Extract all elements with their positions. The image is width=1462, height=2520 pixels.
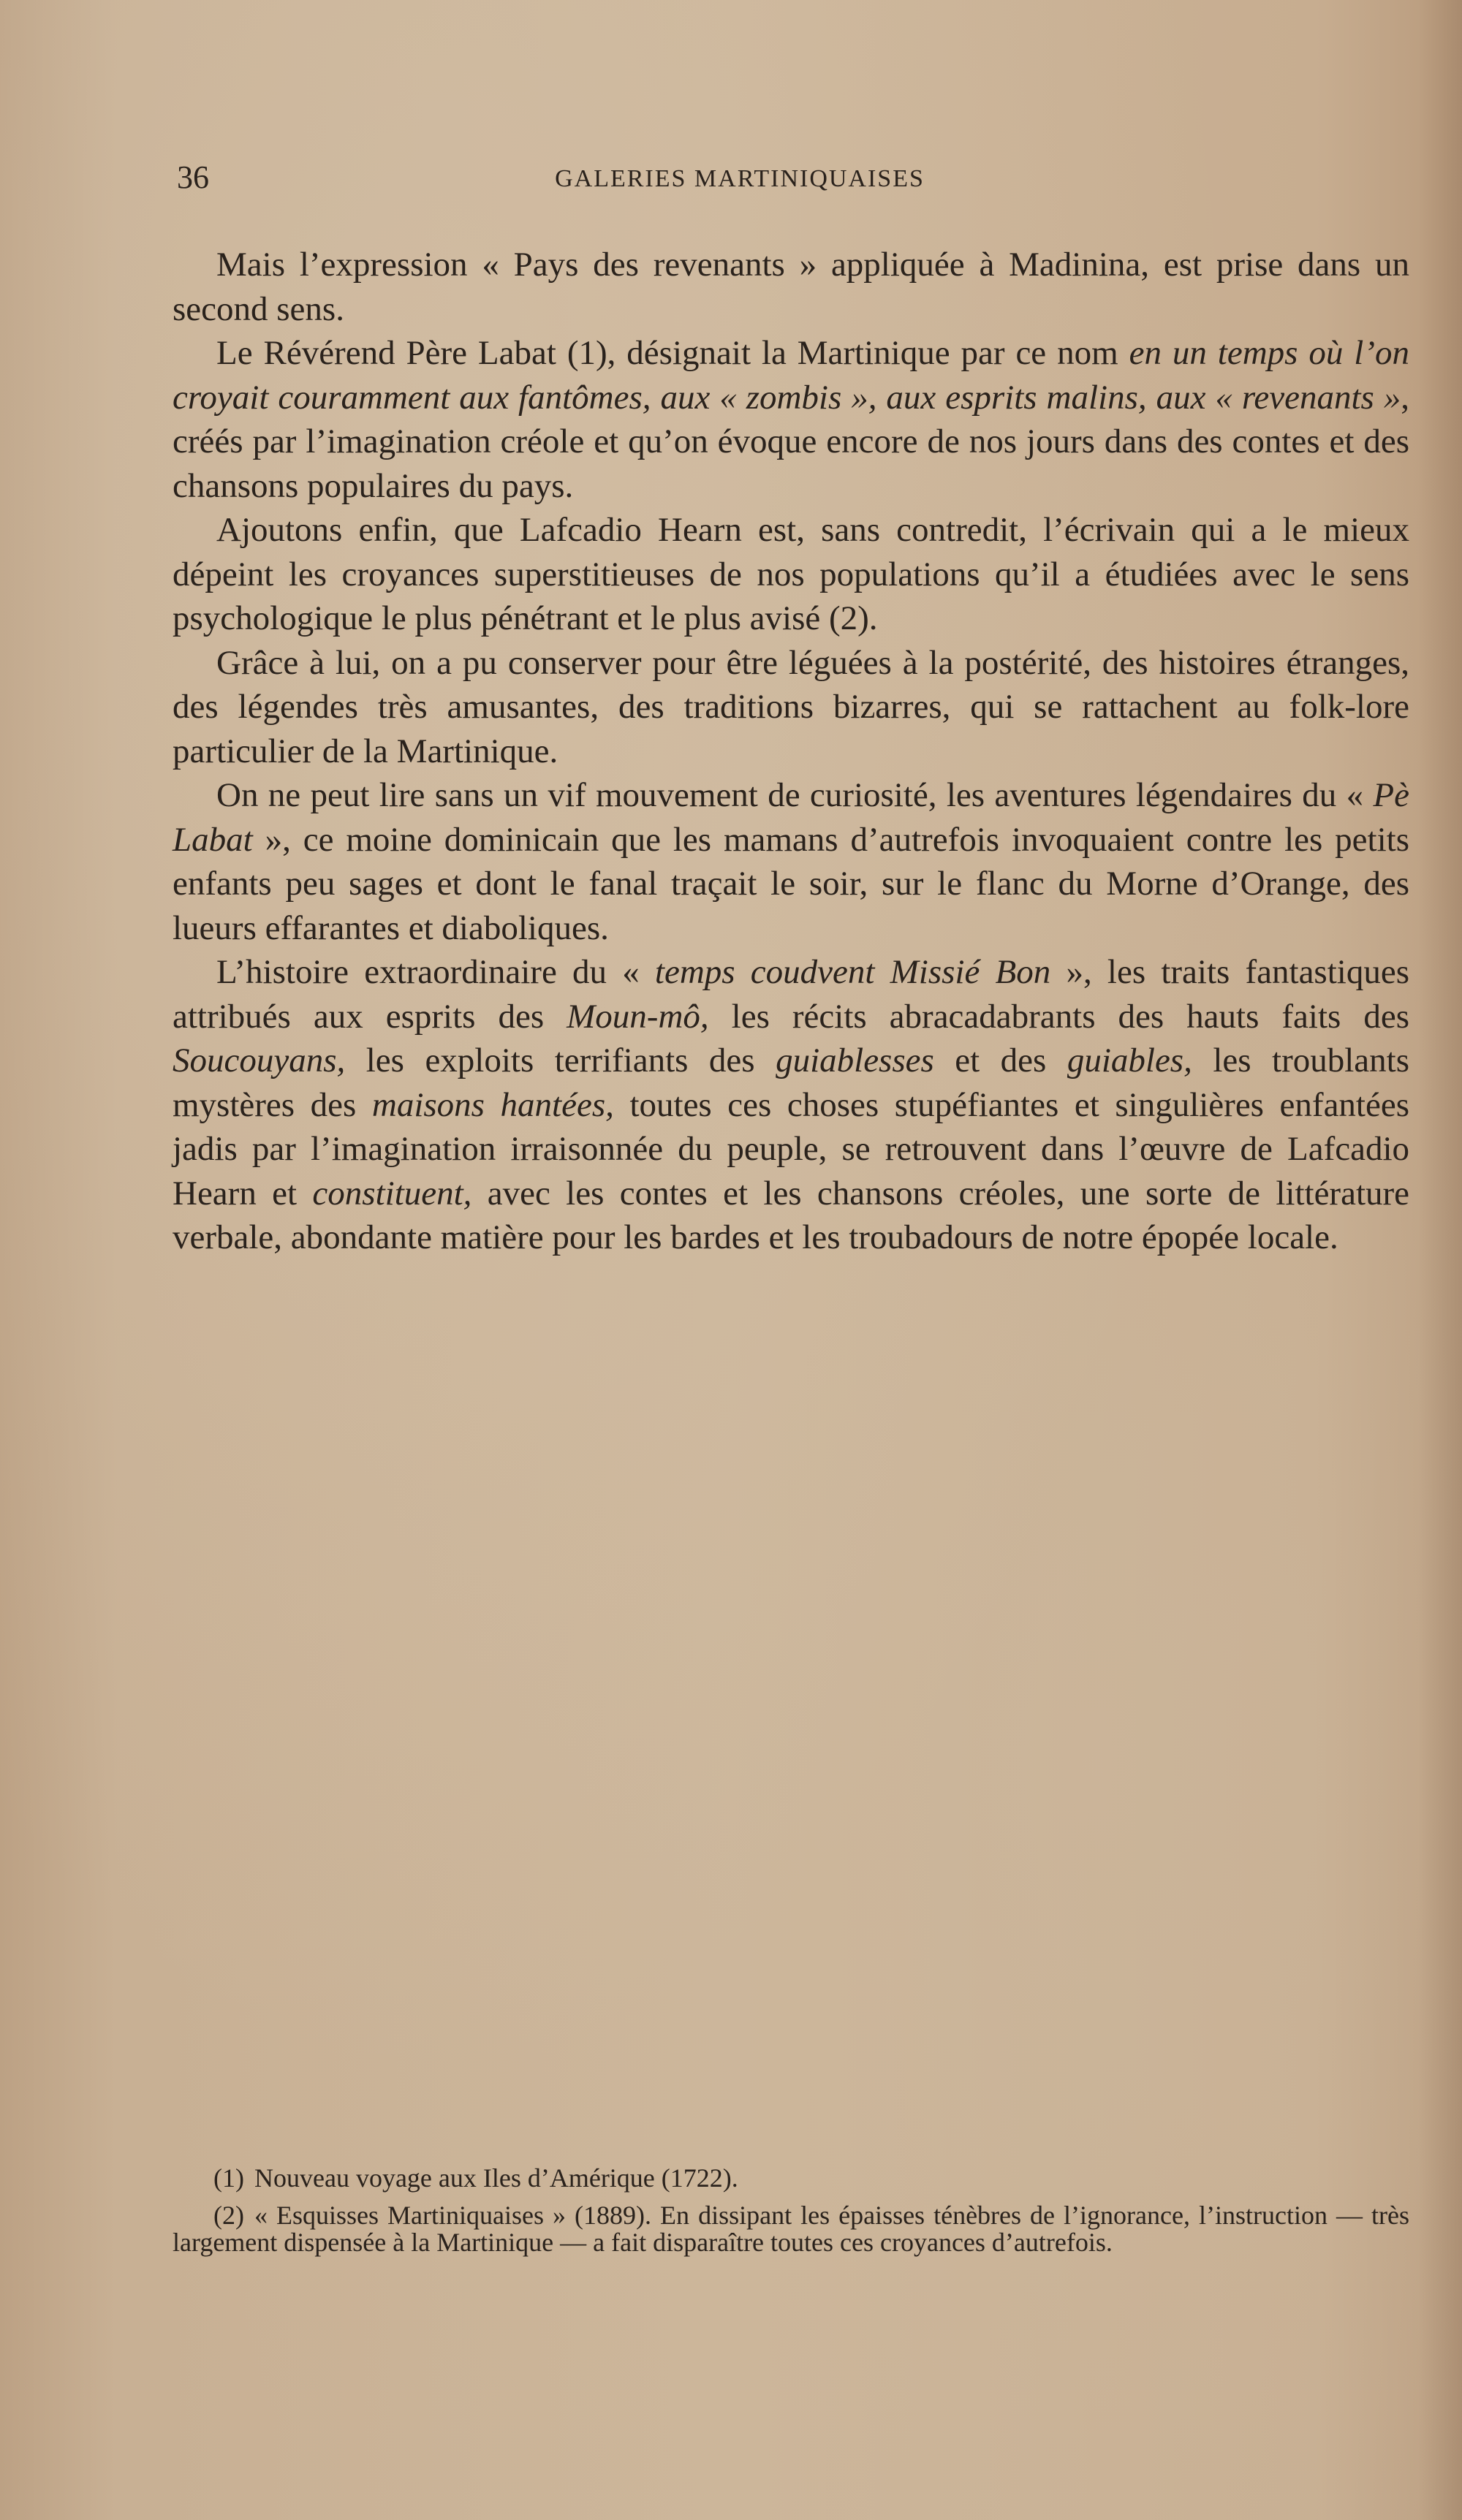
paragraph-6-italic-b: temps coudvent Missié Bon (654, 953, 1051, 991)
paragraph-2 (173, 331, 1409, 508)
paragraph-5-text-c: », ce moine dominicain que les mamans d’autrefois invoquaient contre les petits enfants peu sages et dont le fanal traçait le soir, sur le flanc du Morne d’Orange, des lueurs effarantes et diaboliques. (173, 820, 1409, 947)
paragraph-3 (173, 508, 1409, 641)
paragraph-4-text: Grâce à lui, on a pu conserver pour être léguées à la postérité, des histoires étranges, des légendes très amusantes, des traditions bizarres, qui se rattachent au folk-lore particulier de la Martinique. (173, 643, 1409, 770)
paragraph-6-text-c: », les traits fantastiques attribués aux esprits des (173, 953, 1409, 1036)
running-header (177, 159, 1303, 196)
paragraph-2-italic: en un temps où l’on croyait couramment aux fantômes, aux « zombis », aux esprits malins, aux « revenants » (173, 334, 1409, 417)
footnote-1 (173, 2165, 1409, 2192)
paragraph-6-text-g: les exploits terrifiants des (345, 1041, 776, 1079)
paragraph-6-italic-j: guiables, (1067, 1041, 1192, 1079)
paragraph-1 (173, 243, 1409, 331)
paragraph-6-text-i: et des (933, 1041, 1067, 1079)
footnote-2 (173, 2202, 1409, 2256)
paragraph-4 (173, 641, 1409, 774)
paragraph-5-italic: Pè Labat (173, 776, 1409, 859)
footnote-1-text: Nouveau voyage aux Iles d’Amérique (1722). (254, 2163, 738, 2193)
page-edge-shadow (1418, 0, 1462, 2520)
paragraph-6 (173, 950, 1409, 1260)
body-text (173, 243, 1409, 1260)
paragraph-6-italic-l: maisons hantées, (371, 1085, 614, 1124)
paragraph-6-italic-d: Moun-mô, (567, 997, 709, 1036)
paragraph-6-italic-n: constituent, (312, 1174, 472, 1212)
paragraph-5-text-a: On ne peut lire sans un vif mouvement de curiosité, les aventures légendaires du « (216, 776, 1374, 814)
paragraph-2-text-a: Le Révérend Père Labat (1), désignait la Martinique par ce nom (216, 334, 1129, 372)
paragraph-1-text: Mais l’expression « Pays des revenants » appliquée à Madinina, est prise dans un second sens. (173, 246, 1409, 328)
paragraph-6-italic-f: Soucouyans, (173, 1041, 346, 1079)
paragraph-6-text-o: avec les contes et les chansons créoles, une sorte de littérature verbale, abondante matière pour les bardes et les troubadours de notre épopée locale. (173, 1174, 1410, 1256)
footnote-2-marker: (2) (213, 2201, 244, 2230)
page-number: 36 (177, 159, 209, 195)
paragraph-6-text-a: L’histoire extraordinaire du « (216, 953, 655, 991)
footnote-2-text: « Esquisses Martiniquaises » (1889). En dissipant les épaisses ténèbres de l’ignorance, l’instruction — très largement dispensée à la Martinique — a fait disparaître toutes ces croyances d’autrefois. (173, 2201, 1409, 2257)
paragraph-5 (173, 773, 1409, 950)
paragraph-3-text: Ajoutons enfin, que Lafcadio Hearn est, sans contredit, l’écrivain qui a le mieux dépeint les croyances superstitieuses de nos populations qu’il a étudiées avec le sens psychologique le plus pénétrant et le plus avisé (2). (173, 511, 1409, 637)
paragraph-6-text-k: les troublants mystères des (173, 1041, 1410, 1124)
footnotes (173, 2165, 1409, 2266)
paragraph-6-italic-h: guiablesses (776, 1041, 934, 1079)
paragraph-6-text-m: toutes ces choses stupéfiantes et singulières enfantées jadis par l’imagination irraisonnée du peuple, se retrouvent dans l’œuvre de Lafcadio Hearn et (173, 1085, 1409, 1212)
paragraph-6-text-e: les récits abracadabrants des hauts faits des (708, 997, 1409, 1036)
footnote-1-marker: (1) (213, 2163, 244, 2193)
paragraph-2-text-c: , créés par l’imagination créole et qu’on évoque encore de nos jours dans des contes et des chansons populaires du pays. (173, 378, 1409, 505)
running-title: GALERIES MARTINIQUAISES (555, 165, 925, 192)
